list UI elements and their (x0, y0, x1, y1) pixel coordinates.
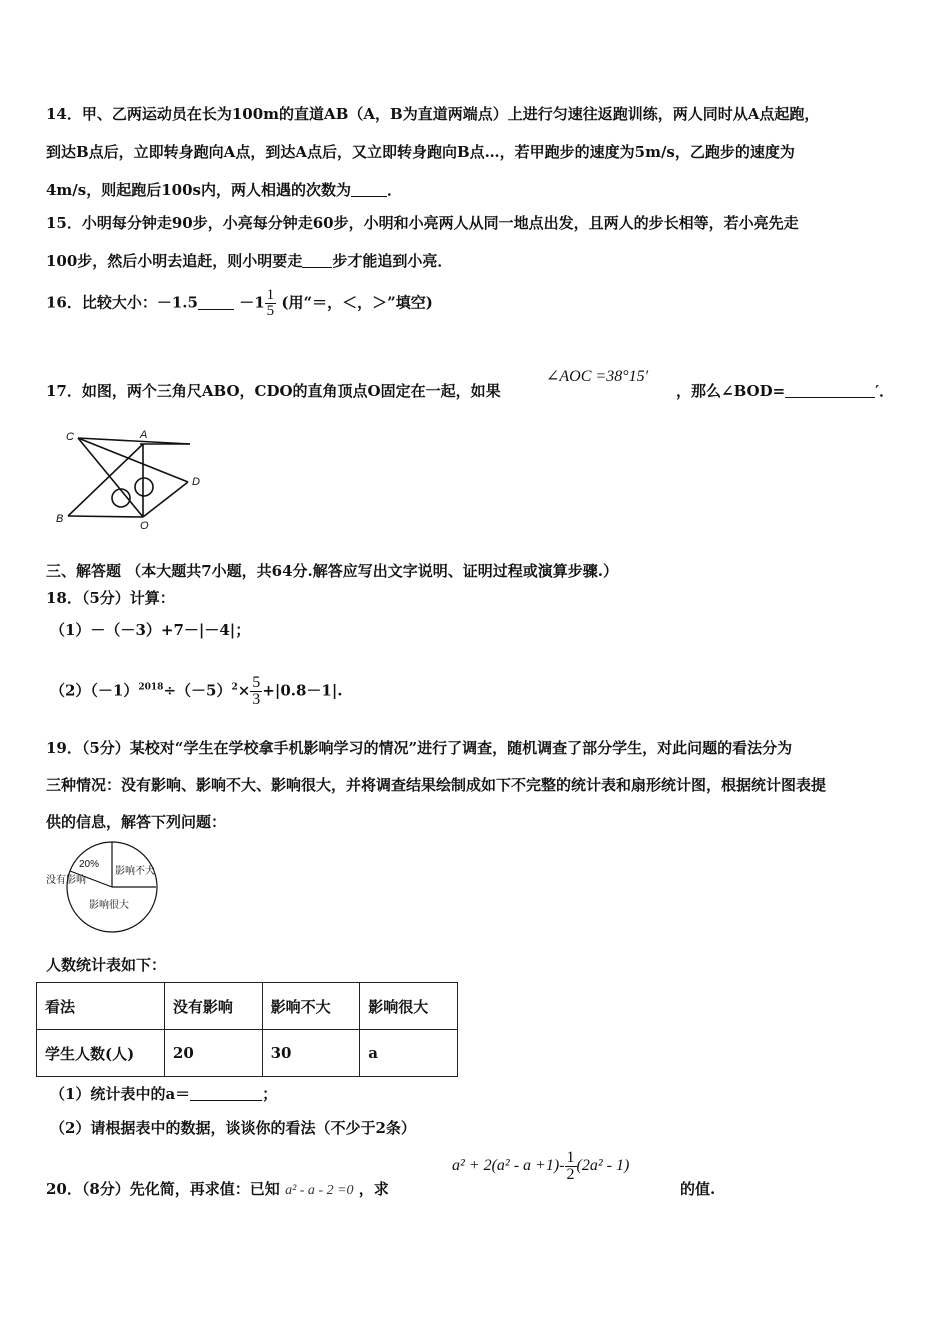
table-header-row (37, 983, 458, 1030)
q18-part1: （1）－（－3）+7－|－4|； (50, 621, 251, 639)
q19-pie-none: 没有影响 (46, 875, 86, 886)
q16-frac-den: 5 (266, 303, 275, 319)
q19-line1: 19．（5分）某校对“学生在学校拿手机影响学习的情况”进行了调查，随机调查了部分学生，对此问题的看法分为 (46, 739, 793, 757)
q17-unit: ′． (875, 382, 895, 400)
q14-line3-end: ． (387, 181, 403, 199)
q18-fraction (250, 675, 262, 708)
q17-label-b: B (56, 513, 64, 525)
q20-line (46, 1178, 389, 1199)
q17-label-a: A (140, 429, 148, 441)
q18-title: 18．（5分）计算： (46, 589, 175, 607)
q15-line2-text: 100步，然后小明去追赶，则小明要走 (46, 252, 303, 270)
q18-part2-times: × (237, 681, 251, 700)
q15-line1: 15．小明每分钟走90步，小亮每分钟走60步，小明和小亮两人从同一地点出发，且两人的步长相等，若小亮先走 (46, 214, 799, 232)
q20-frac-den: 2 (566, 1166, 575, 1183)
q20-expr-a: a² + 2(a² - a +1)- (452, 1157, 565, 1175)
q20-end: 的值. (680, 1180, 716, 1198)
q18-part2-exp: 2018 (138, 682, 164, 693)
q19-answer-blank[interactable] (190, 1086, 262, 1101)
q17-edge-ca (78, 438, 190, 444)
q19-line2: 三种情况：没有影响、影响不大、影响很大，并将调查结果绘制成如下不完整的统计表和扇形统计图，根据统计图表提 (46, 776, 827, 794)
q15-line2-end: 步才能追到小亮． (332, 252, 453, 270)
q17-question: ，那么∠BOD= (676, 382, 786, 400)
q17-label-o: O (140, 520, 149, 532)
q16-minus-one: －1 (239, 293, 265, 312)
q17-triangle-figure (50, 424, 210, 534)
table-row (37, 1030, 458, 1077)
q19-pie-chart (42, 838, 172, 936)
q15-line2 (46, 250, 452, 271)
q19-sub1-text: （1）统计表中的a＝ (50, 1085, 191, 1103)
q15-answer-blank[interactable] (302, 253, 332, 268)
q18-part2-exp2: 2 (231, 682, 238, 693)
q20-ask: ，求 (358, 1180, 389, 1198)
q17-edge-do (143, 482, 188, 517)
table-header-cell: 看法 (37, 983, 165, 1030)
q17-edge-ab (68, 444, 143, 516)
q20-expr-b: (2a² - 1) (576, 1157, 630, 1175)
q20-expression (452, 1150, 629, 1183)
q17-label-c: C (66, 431, 74, 443)
q20-fraction (565, 1150, 577, 1183)
q20-frac-num: 1 (566, 1149, 575, 1166)
q18-frac-num: 5 (252, 674, 261, 691)
q19-stat-table (36, 982, 458, 1077)
q16-frac-num: 1 (266, 287, 275, 303)
q14-line3 (46, 179, 402, 200)
q14-line2: 到达B点后，立即转身跑向A点，到达A点后，又立即转身跑向B点…，若甲跑步的速度为5m/s，乙跑步的速度为 (46, 143, 795, 161)
q17-text: 17．如图，两个三角尺ABO，CDO的直角顶点O固定在一起，如果 (46, 382, 501, 400)
q14-answer-blank[interactable] (351, 182, 387, 197)
q14-line1: 14．甲、乙两运动员在长为100m的直道AB（A，B为直道两端点）上进行匀速往返跑训练，两人同时从A点起跑， (46, 105, 820, 123)
q19-pie-pct: 20% (79, 859, 100, 870)
q17-answer-blank[interactable] (785, 383, 875, 398)
table-header-cell: 影响不大 (262, 983, 360, 1030)
q16-fraction (265, 288, 277, 319)
q19-sub1-end: ； (262, 1085, 278, 1103)
table-cell: a (360, 1030, 458, 1077)
q18-part2-end: +|0.8－1|. (262, 681, 343, 700)
table-header-cell: 影响很大 (360, 983, 458, 1030)
table-header-cell: 没有影响 (164, 983, 262, 1030)
q17-edge-co (78, 438, 143, 517)
q19-line3: 供的信息，解答下列问题： (46, 813, 227, 831)
q17-angle-mark-2 (135, 478, 153, 496)
q17-angle-condition: ∠AOC =38°15′ (546, 368, 649, 385)
q14-line3-text: 4m/s，则起跑后100s内，两人相遇的次数为 (46, 181, 351, 199)
table-cell: 20 (164, 1030, 262, 1077)
section3-heading: 三、解答题 （本大题共7小题，共64分.解答应写出文字说明、证明过程或演算步骤.） (46, 562, 618, 580)
q19-sub1 (50, 1083, 277, 1104)
table-cell: 30 (262, 1030, 360, 1077)
q20-text: 20．（8分）先化简，再求值：已知 (46, 1180, 280, 1198)
q18-frac-den: 3 (252, 691, 261, 708)
q18-part2-div: ÷（－5） (163, 681, 232, 700)
q18-part2-base: （2）（－1） (50, 681, 139, 700)
q16-line (46, 288, 433, 319)
q19-pie-major: 影响很大 (89, 900, 129, 911)
q17-edge-bo (68, 516, 143, 517)
q16-instruction: (用“＝，＜，＞”填空) (281, 293, 433, 312)
q17-line-end (676, 380, 894, 401)
q19-sub2: （2）请根据表中的数据，谈谈你的看法（不少于2条） (50, 1119, 416, 1137)
q16-text: 16．比较大小：－1.5 (46, 293, 198, 312)
q20-condition: a² - a - 2 =0 (285, 1183, 354, 1198)
q17-line (46, 380, 501, 401)
q18-part2 (50, 675, 343, 708)
q19-table-title: 人数统计表如下： (46, 956, 167, 974)
table-cell: 学生人数(人) (37, 1030, 165, 1077)
q16-answer-blank[interactable] (198, 295, 234, 310)
q17-label-d: D (192, 476, 200, 488)
q19-pie-minor: 影响不大 (115, 866, 155, 877)
